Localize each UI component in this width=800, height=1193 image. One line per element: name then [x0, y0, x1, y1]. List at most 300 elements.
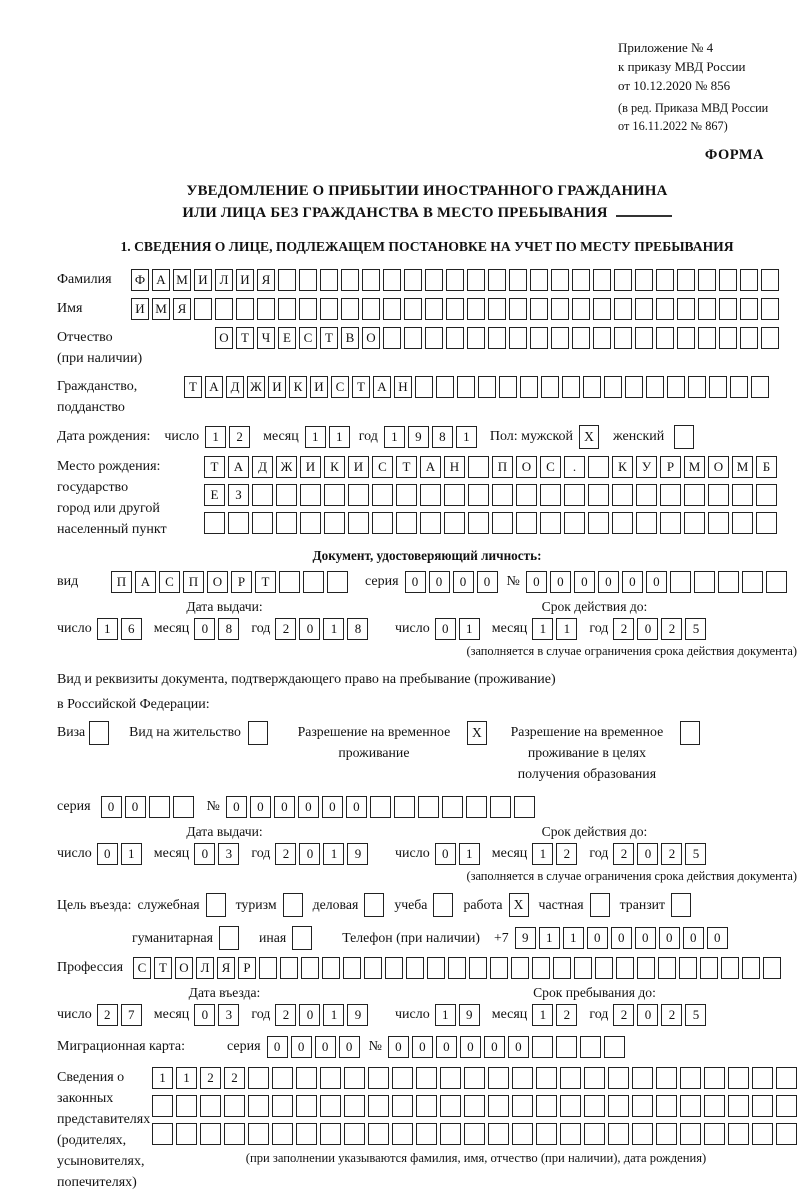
char-cell[interactable] [416, 1095, 437, 1117]
char-cell[interactable] [224, 1123, 245, 1145]
char-cell[interactable] [593, 327, 611, 349]
char-cell[interactable] [593, 298, 611, 320]
char-cell[interactable] [416, 1123, 437, 1145]
char-cell[interactable] [719, 327, 737, 349]
char-cell[interactable] [364, 957, 382, 979]
char-cell[interactable] [721, 957, 739, 979]
char-cell[interactable]: 8 [347, 618, 368, 640]
char-cell[interactable]: Ч [257, 327, 275, 349]
char-cell[interactable] [756, 512, 777, 534]
char-cell[interactable] [228, 512, 249, 534]
char-cell[interactable] [383, 269, 401, 291]
char-cell[interactable] [362, 298, 380, 320]
char-cell[interactable] [280, 957, 298, 979]
char-cell[interactable]: Т [154, 957, 172, 979]
char-cell[interactable]: 0 [550, 571, 571, 593]
char-cell[interactable]: 0 [683, 927, 704, 949]
char-cell[interactable]: 1 [532, 618, 553, 640]
char-cell[interactable]: Н [394, 376, 412, 398]
char-cell[interactable] [512, 1067, 533, 1089]
char-cell[interactable]: С [331, 376, 349, 398]
char-cell[interactable] [448, 957, 466, 979]
char-cell[interactable] [296, 1067, 317, 1089]
char-cell[interactable] [416, 1067, 437, 1089]
char-cell[interactable]: 0 [267, 1036, 288, 1058]
char-cell[interactable]: 0 [250, 796, 271, 818]
char-cell[interactable] [259, 957, 277, 979]
char-cell[interactable]: 1 [305, 426, 326, 448]
char-cell[interactable] [728, 1095, 749, 1117]
char-cell[interactable]: С [540, 456, 561, 478]
char-cell[interactable] [677, 298, 695, 320]
char-cell[interactable]: . [564, 456, 585, 478]
char-cell[interactable] [303, 571, 324, 593]
char-cell[interactable]: 6 [121, 618, 142, 640]
char-cell[interactable]: 0 [299, 843, 320, 865]
char-cell[interactable] [632, 1095, 653, 1117]
char-cell[interactable] [636, 512, 657, 534]
char-cell[interactable]: П [183, 571, 204, 593]
char-cell[interactable]: 0 [637, 618, 658, 640]
char-cell[interactable] [635, 298, 653, 320]
char-cell[interactable]: 0 [574, 571, 595, 593]
char-cell[interactable]: 0 [622, 571, 643, 593]
char-cell[interactable] [704, 1123, 725, 1145]
char-cell[interactable] [756, 484, 777, 506]
char-cell[interactable] [632, 1067, 653, 1089]
char-cell[interactable]: А [420, 456, 441, 478]
char-cell[interactable]: К [612, 456, 633, 478]
char-cell[interactable] [248, 1095, 269, 1117]
char-cell[interactable] [152, 1095, 173, 1117]
char-cell[interactable] [512, 1095, 533, 1117]
char-cell[interactable]: 0 [508, 1036, 529, 1058]
char-cell[interactable] [327, 571, 348, 593]
char-cell[interactable] [509, 269, 527, 291]
visa-checkbox[interactable] [89, 721, 109, 745]
purpose-work-checkbox[interactable]: X [509, 893, 529, 917]
char-cell[interactable] [637, 957, 655, 979]
char-cell[interactable] [392, 1067, 413, 1089]
char-cell[interactable] [536, 1067, 557, 1089]
char-cell[interactable]: 2 [275, 618, 296, 640]
char-cell[interactable] [362, 269, 380, 291]
char-cell[interactable] [272, 1067, 293, 1089]
char-cell[interactable] [320, 298, 338, 320]
char-cell[interactable]: Н [444, 456, 465, 478]
char-cell[interactable]: 1 [459, 843, 480, 865]
char-cell[interactable] [176, 1095, 197, 1117]
char-cell[interactable] [776, 1123, 797, 1145]
char-cell[interactable] [588, 484, 609, 506]
char-cell[interactable] [564, 484, 585, 506]
char-cell[interactable]: 0 [707, 927, 728, 949]
char-cell[interactable] [488, 269, 506, 291]
char-cell[interactable]: 8 [432, 426, 453, 448]
char-cell[interactable]: Ф [131, 269, 149, 291]
char-cell[interactable] [490, 957, 508, 979]
char-cell[interactable] [604, 1036, 625, 1058]
char-cell[interactable] [469, 957, 487, 979]
char-cell[interactable]: 0 [611, 927, 632, 949]
char-cell[interactable]: 0 [429, 571, 450, 593]
char-cell[interactable]: 1 [532, 1004, 553, 1026]
char-cell[interactable]: 2 [661, 843, 682, 865]
char-cell[interactable] [761, 327, 779, 349]
char-cell[interactable]: 0 [315, 1036, 336, 1058]
char-cell[interactable]: Л [215, 269, 233, 291]
char-cell[interactable] [698, 298, 716, 320]
char-cell[interactable] [635, 269, 653, 291]
char-cell[interactable] [420, 512, 441, 534]
char-cell[interactable] [667, 376, 685, 398]
char-cell[interactable] [301, 957, 319, 979]
char-cell[interactable] [440, 1095, 461, 1117]
char-cell[interactable] [584, 1095, 605, 1117]
char-cell[interactable]: И [348, 456, 369, 478]
char-cell[interactable] [766, 571, 787, 593]
residence-card-checkbox[interactable] [248, 721, 268, 745]
char-cell[interactable]: 1 [532, 843, 553, 865]
char-cell[interactable] [635, 327, 653, 349]
purpose-humanitarian-checkbox[interactable] [219, 926, 239, 950]
char-cell[interactable] [709, 376, 727, 398]
char-cell[interactable] [194, 298, 212, 320]
char-cell[interactable] [368, 1067, 389, 1089]
char-cell[interactable] [740, 298, 758, 320]
char-cell[interactable] [300, 484, 321, 506]
char-cell[interactable] [698, 269, 716, 291]
char-cell[interactable]: 0 [125, 796, 146, 818]
char-cell[interactable] [464, 1095, 485, 1117]
char-cell[interactable] [516, 512, 537, 534]
char-cell[interactable]: 0 [291, 1036, 312, 1058]
char-cell[interactable] [299, 298, 317, 320]
char-cell[interactable] [704, 1067, 725, 1089]
char-cell[interactable] [320, 1067, 341, 1089]
char-cell[interactable] [679, 957, 697, 979]
char-cell[interactable] [646, 376, 664, 398]
char-cell[interactable]: 1 [456, 426, 477, 448]
char-cell[interactable]: П [492, 456, 513, 478]
char-cell[interactable]: Т [184, 376, 202, 398]
char-cell[interactable] [509, 298, 527, 320]
char-cell[interactable] [427, 957, 445, 979]
purpose-study-checkbox[interactable] [433, 893, 453, 917]
char-cell[interactable] [511, 957, 529, 979]
char-cell[interactable]: 0 [453, 571, 474, 593]
char-cell[interactable] [562, 376, 580, 398]
male-checkbox[interactable]: X [579, 425, 599, 449]
char-cell[interactable] [763, 957, 781, 979]
char-cell[interactable]: 5 [685, 843, 706, 865]
char-cell[interactable] [296, 1095, 317, 1117]
char-cell[interactable]: О [215, 327, 233, 349]
char-cell[interactable] [324, 484, 345, 506]
char-cell[interactable] [392, 1095, 413, 1117]
char-cell[interactable] [492, 512, 513, 534]
char-cell[interactable] [344, 1095, 365, 1117]
char-cell[interactable] [761, 269, 779, 291]
char-cell[interactable]: 1 [323, 843, 344, 865]
char-cell[interactable] [614, 298, 632, 320]
char-cell[interactable]: А [135, 571, 156, 593]
char-cell[interactable] [612, 512, 633, 534]
char-cell[interactable]: 0 [322, 796, 343, 818]
char-cell[interactable] [322, 957, 340, 979]
char-cell[interactable] [152, 1123, 173, 1145]
char-cell[interactable] [396, 484, 417, 506]
char-cell[interactable]: 9 [459, 1004, 480, 1026]
char-cell[interactable] [719, 269, 737, 291]
char-cell[interactable] [385, 957, 403, 979]
char-cell[interactable] [680, 1123, 701, 1145]
char-cell[interactable]: Т [204, 456, 225, 478]
char-cell[interactable] [593, 269, 611, 291]
char-cell[interactable] [564, 512, 585, 534]
char-cell[interactable] [660, 484, 681, 506]
char-cell[interactable] [299, 269, 317, 291]
char-cell[interactable]: 2 [200, 1067, 221, 1089]
char-cell[interactable] [656, 327, 674, 349]
char-cell[interactable] [704, 1095, 725, 1117]
char-cell[interactable] [532, 957, 550, 979]
char-cell[interactable]: Р [238, 957, 256, 979]
char-cell[interactable] [344, 1123, 365, 1145]
char-cell[interactable]: 0 [299, 1004, 320, 1026]
char-cell[interactable] [488, 298, 506, 320]
char-cell[interactable] [341, 269, 359, 291]
char-cell[interactable]: 0 [484, 1036, 505, 1058]
char-cell[interactable]: И [131, 298, 149, 320]
female-checkbox[interactable] [674, 425, 694, 449]
char-cell[interactable] [636, 484, 657, 506]
char-cell[interactable]: 1 [97, 618, 118, 640]
char-cell[interactable] [656, 1095, 677, 1117]
char-cell[interactable] [608, 1095, 629, 1117]
char-cell[interactable] [656, 1123, 677, 1145]
char-cell[interactable] [680, 1067, 701, 1089]
char-cell[interactable] [677, 269, 695, 291]
char-cell[interactable] [660, 512, 681, 534]
char-cell[interactable]: 0 [436, 1036, 457, 1058]
char-cell[interactable] [252, 484, 273, 506]
char-cell[interactable]: 0 [101, 796, 122, 818]
char-cell[interactable]: 3 [218, 1004, 239, 1026]
char-cell[interactable] [608, 1123, 629, 1145]
char-cell[interactable]: 8 [218, 618, 239, 640]
char-cell[interactable] [296, 1123, 317, 1145]
char-cell[interactable] [404, 269, 422, 291]
char-cell[interactable]: 0 [646, 571, 667, 593]
char-cell[interactable]: И [310, 376, 328, 398]
char-cell[interactable] [612, 484, 633, 506]
char-cell[interactable] [204, 512, 225, 534]
char-cell[interactable]: 1 [176, 1067, 197, 1089]
char-cell[interactable]: С [133, 957, 151, 979]
char-cell[interactable] [272, 1095, 293, 1117]
char-cell[interactable]: О [207, 571, 228, 593]
char-cell[interactable] [468, 512, 489, 534]
char-cell[interactable]: 2 [224, 1067, 245, 1089]
char-cell[interactable] [751, 376, 769, 398]
char-cell[interactable]: С [159, 571, 180, 593]
char-cell[interactable]: М [684, 456, 705, 478]
char-cell[interactable] [583, 376, 601, 398]
char-cell[interactable]: Т [236, 327, 254, 349]
char-cell[interactable] [584, 1123, 605, 1145]
char-cell[interactable]: Ж [276, 456, 297, 478]
char-cell[interactable] [425, 298, 443, 320]
char-cell[interactable] [708, 512, 729, 534]
char-cell[interactable]: Л [196, 957, 214, 979]
char-cell[interactable] [604, 376, 622, 398]
char-cell[interactable]: 9 [347, 843, 368, 865]
char-cell[interactable] [752, 1095, 773, 1117]
char-cell[interactable]: 2 [613, 1004, 634, 1026]
char-cell[interactable] [276, 484, 297, 506]
char-cell[interactable] [625, 376, 643, 398]
purpose-private-checkbox[interactable] [590, 893, 610, 917]
char-cell[interactable] [540, 512, 561, 534]
char-cell[interactable] [320, 1123, 341, 1145]
char-cell[interactable] [740, 327, 758, 349]
char-cell[interactable] [488, 327, 506, 349]
char-cell[interactable] [656, 269, 674, 291]
char-cell[interactable]: 0 [435, 618, 456, 640]
char-cell[interactable] [584, 1067, 605, 1089]
char-cell[interactable] [752, 1067, 773, 1089]
char-cell[interactable]: Я [217, 957, 235, 979]
char-cell[interactable] [372, 484, 393, 506]
temp-residence-checkbox[interactable]: X [467, 721, 487, 745]
purpose-other-checkbox[interactable] [292, 926, 312, 950]
char-cell[interactable]: 2 [556, 1004, 577, 1026]
char-cell[interactable] [761, 298, 779, 320]
char-cell[interactable]: 1 [459, 618, 480, 640]
char-cell[interactable]: 9 [515, 927, 536, 949]
char-cell[interactable]: 0 [435, 843, 456, 865]
char-cell[interactable]: М [173, 269, 191, 291]
char-cell[interactable] [348, 512, 369, 534]
char-cell[interactable]: 0 [194, 843, 215, 865]
char-cell[interactable] [176, 1123, 197, 1145]
char-cell[interactable] [320, 1095, 341, 1117]
char-cell[interactable] [708, 484, 729, 506]
char-cell[interactable] [488, 1067, 509, 1089]
char-cell[interactable] [614, 327, 632, 349]
char-cell[interactable]: 0 [388, 1036, 409, 1058]
char-cell[interactable] [248, 1123, 269, 1145]
char-cell[interactable] [173, 796, 194, 818]
char-cell[interactable] [488, 1095, 509, 1117]
char-cell[interactable] [556, 1036, 577, 1058]
char-cell[interactable] [540, 484, 561, 506]
char-cell[interactable]: 2 [97, 1004, 118, 1026]
char-cell[interactable] [425, 327, 443, 349]
char-cell[interactable] [396, 512, 417, 534]
char-cell[interactable] [344, 1067, 365, 1089]
char-cell[interactable]: 1 [323, 1004, 344, 1026]
char-cell[interactable]: 2 [275, 843, 296, 865]
char-cell[interactable] [536, 1123, 557, 1145]
char-cell[interactable]: К [324, 456, 345, 478]
char-cell[interactable] [324, 512, 345, 534]
char-cell[interactable] [368, 1123, 389, 1145]
char-cell[interactable]: 0 [194, 618, 215, 640]
char-cell[interactable] [700, 957, 718, 979]
char-cell[interactable]: 1 [539, 927, 560, 949]
char-cell[interactable] [478, 376, 496, 398]
char-cell[interactable]: А [152, 269, 170, 291]
char-cell[interactable] [257, 298, 275, 320]
char-cell[interactable]: Т [396, 456, 417, 478]
char-cell[interactable]: Я [257, 269, 275, 291]
char-cell[interactable]: 0 [637, 1004, 658, 1026]
char-cell[interactable]: М [732, 456, 753, 478]
char-cell[interactable] [215, 298, 233, 320]
char-cell[interactable]: 0 [274, 796, 295, 818]
char-cell[interactable] [730, 376, 748, 398]
char-cell[interactable] [728, 1067, 749, 1089]
char-cell[interactable] [680, 1095, 701, 1117]
char-cell[interactable] [404, 327, 422, 349]
char-cell[interactable] [394, 796, 415, 818]
char-cell[interactable]: 1 [563, 927, 584, 949]
char-cell[interactable]: 1 [384, 426, 405, 448]
char-cell[interactable]: 2 [229, 426, 250, 448]
char-cell[interactable]: О [708, 456, 729, 478]
char-cell[interactable]: И [194, 269, 212, 291]
char-cell[interactable]: 3 [218, 843, 239, 865]
char-cell[interactable] [656, 298, 674, 320]
char-cell[interactable] [279, 571, 300, 593]
char-cell[interactable]: 2 [275, 1004, 296, 1026]
char-cell[interactable] [300, 512, 321, 534]
char-cell[interactable] [372, 512, 393, 534]
char-cell[interactable] [684, 512, 705, 534]
char-cell[interactable]: З [228, 484, 249, 506]
char-cell[interactable] [694, 571, 715, 593]
char-cell[interactable]: О [516, 456, 537, 478]
char-cell[interactable] [272, 1123, 293, 1145]
char-cell[interactable] [341, 298, 359, 320]
char-cell[interactable] [670, 571, 691, 593]
char-cell[interactable] [406, 957, 424, 979]
char-cell[interactable] [520, 376, 538, 398]
char-cell[interactable]: 0 [412, 1036, 433, 1058]
char-cell[interactable] [677, 327, 695, 349]
char-cell[interactable] [536, 1095, 557, 1117]
char-cell[interactable] [420, 484, 441, 506]
char-cell[interactable]: А [373, 376, 391, 398]
char-cell[interactable]: О [362, 327, 380, 349]
char-cell[interactable] [732, 484, 753, 506]
char-cell[interactable]: 0 [346, 796, 367, 818]
char-cell[interactable] [492, 484, 513, 506]
char-cell[interactable]: 2 [661, 618, 682, 640]
char-cell[interactable] [532, 1036, 553, 1058]
char-cell[interactable] [530, 327, 548, 349]
char-cell[interactable] [368, 1095, 389, 1117]
char-cell[interactable] [698, 327, 716, 349]
char-cell[interactable]: 0 [635, 927, 656, 949]
char-cell[interactable] [718, 571, 739, 593]
char-cell[interactable] [320, 269, 338, 291]
char-cell[interactable]: 0 [526, 571, 547, 593]
char-cell[interactable]: 9 [408, 426, 429, 448]
char-cell[interactable] [488, 1123, 509, 1145]
